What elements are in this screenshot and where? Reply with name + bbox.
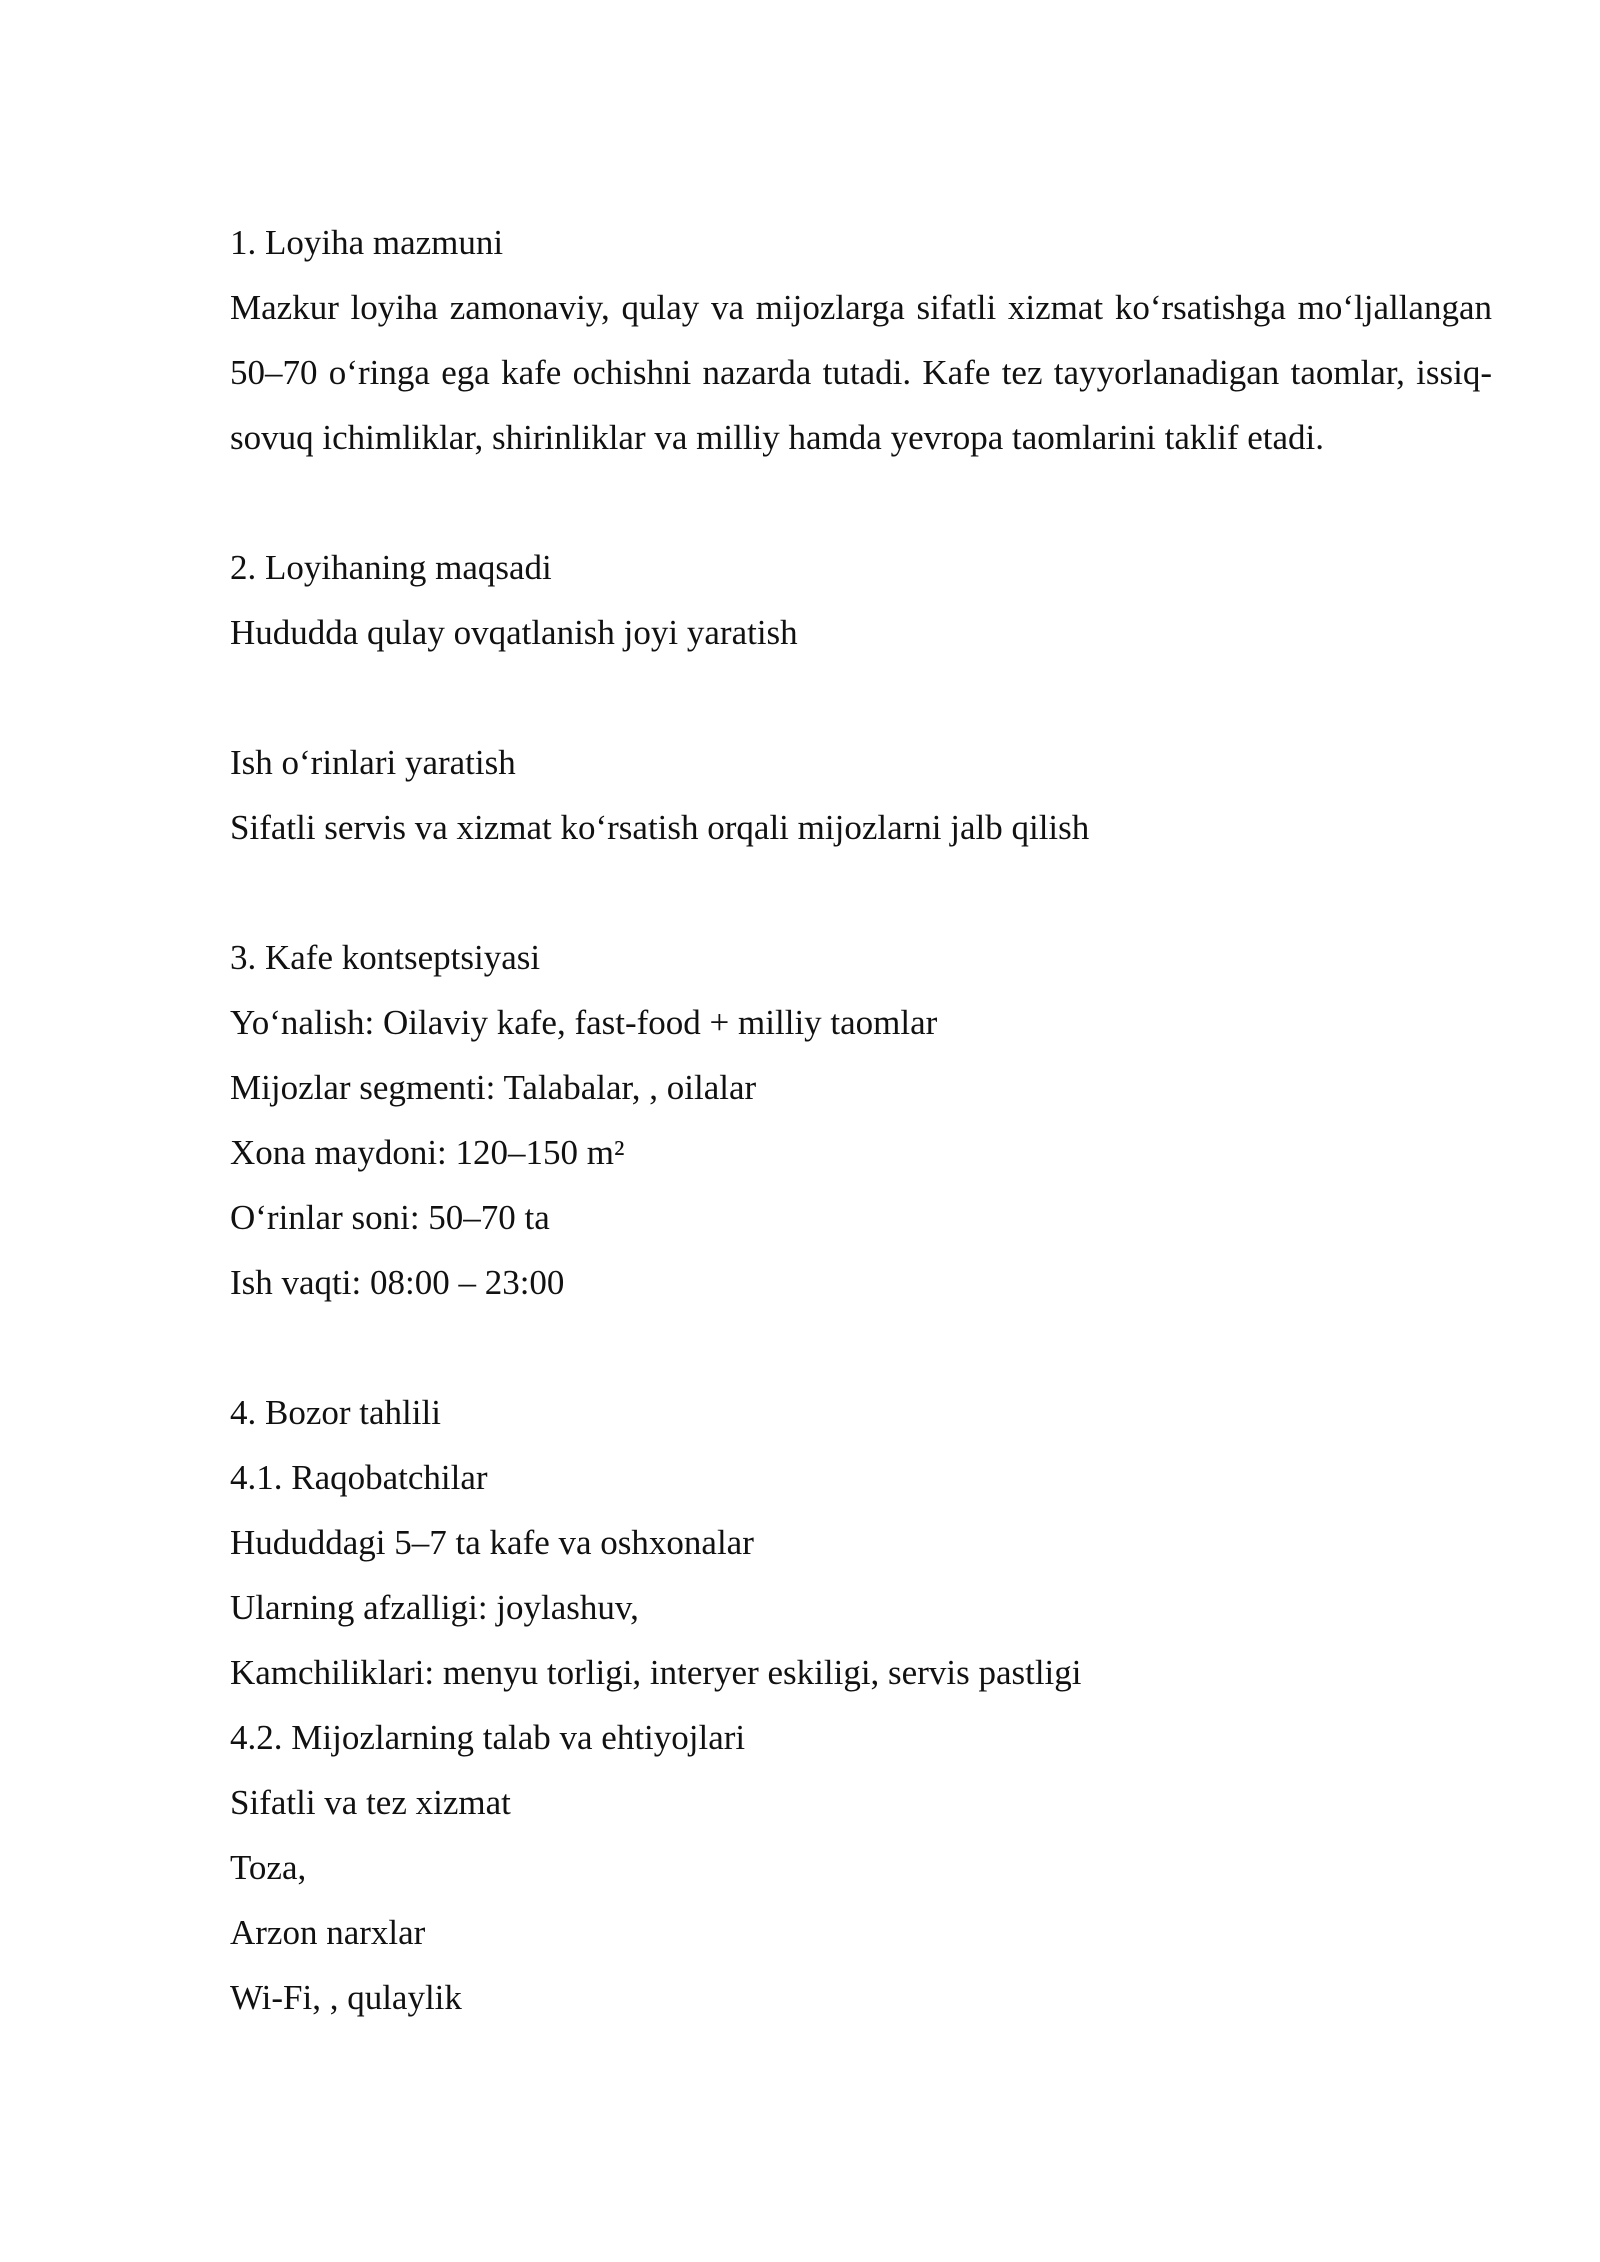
section-heading: 1. Loyiha mazmuni xyxy=(230,223,504,262)
text-line: Ularning afzalligi: joylashuv, xyxy=(230,1588,639,1627)
text-line: Hududdagi 5–7 ta kafe va oshxonalar xyxy=(230,1523,754,1562)
blank-line xyxy=(230,470,1492,535)
section-heading: 4. Bozor tahlili xyxy=(230,1393,441,1432)
blank-line xyxy=(230,665,1492,730)
section-heading: 2. Loyihaning maqsadi xyxy=(230,548,552,587)
paragraph: Mazkur loyiha zamonaviy, qulay va mijozlarga sifatli xizmat ko‘rsatishga mo‘ljallangan 50–70 o‘ringa ega kafe ochishni nazarda tutadi. Kafe tez tayyorlanadigan taomlar, issiq-sovuq ichimliklar, shirinliklar va milliy hamda yevropa taomlarini taklif etadi. xyxy=(230,288,1492,457)
text-line: Sifatli va tez xizmat xyxy=(230,1783,511,1822)
text-line: Ish vaqti: 08:00 – 23:00 xyxy=(230,1263,565,1302)
text-line: Arzon narxlar xyxy=(230,1913,426,1952)
subsection-heading: 4.2. Mijozlarning talab va ehtiyojlari xyxy=(230,1718,746,1757)
text-line: Toza, xyxy=(230,1848,307,1887)
text-line: Wi-Fi, , qulaylik xyxy=(230,1978,462,2017)
text-line: Kamchiliklari: menyu torligi, interyer eskiligi, servis pastligi xyxy=(230,1653,1082,1692)
text-line: Hududda qulay ovqatlanish joyi yaratish xyxy=(230,613,798,652)
blank-line xyxy=(230,860,1492,925)
text-line: Sifatli servis va xizmat ko‘rsatish orqali mijozlarni jalb qilish xyxy=(230,808,1090,847)
text-line: Mijozlar segmenti: Talabalar, , oilalar xyxy=(230,1068,757,1107)
text-line: O‘rinlar soni: 50–70 ta xyxy=(230,1198,550,1237)
text-line: Yo‘nalish: Oilaviy kafe, fast-food + milliy taomlar xyxy=(230,1003,938,1042)
section-heading: 3. Kafe kontseptsiyasi xyxy=(230,938,541,977)
text-line: Xona maydoni: 120–150 m² xyxy=(230,1133,625,1172)
text-line: Ish o‘rinlari yaratish xyxy=(230,743,516,782)
document-body xyxy=(230,210,1492,2030)
subsection-heading: 4.1. Raqobatchilar xyxy=(230,1458,488,1497)
blank-line xyxy=(230,1315,1492,1380)
